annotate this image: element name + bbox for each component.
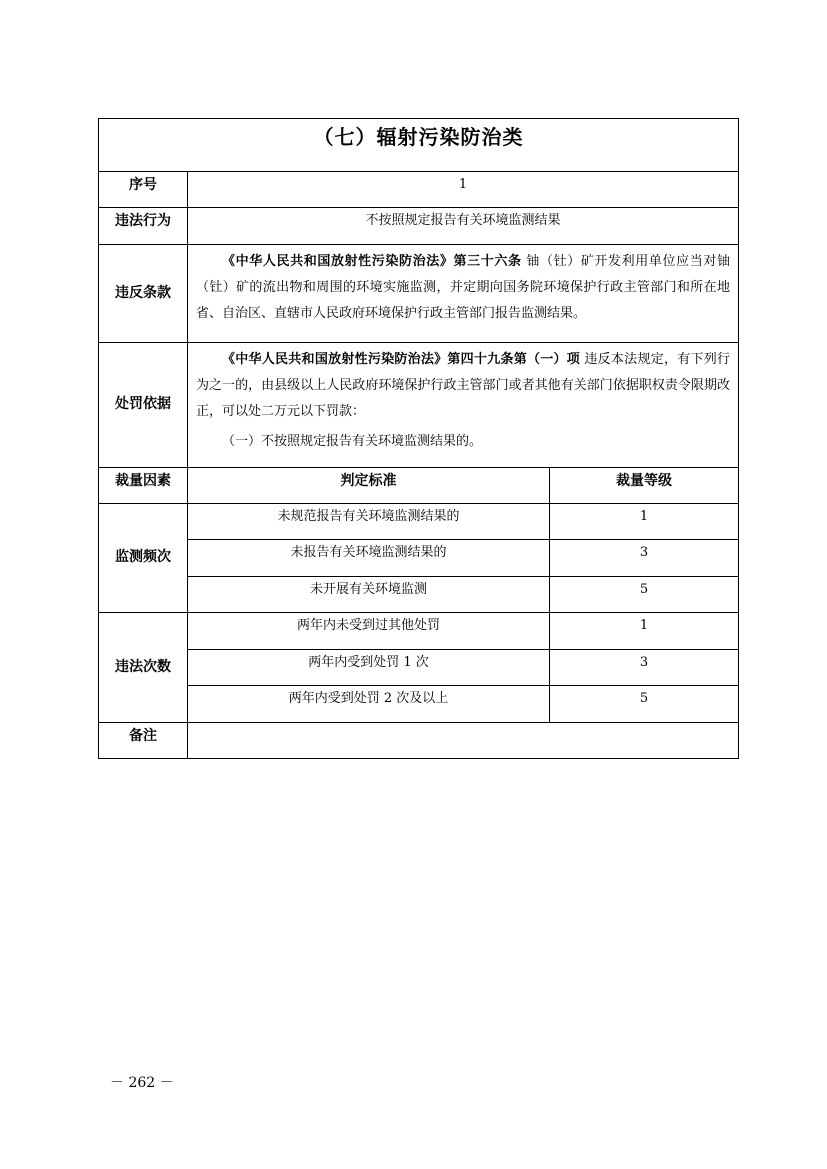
violation-behavior-value: 不按照规定报告有关环境监测结果 (188, 208, 739, 245)
level-header: 裁量等级 (550, 468, 739, 504)
penalty-discretion-table (98, 118, 739, 759)
serial-label: 序号 (99, 172, 188, 208)
table-row (99, 613, 739, 650)
penalty-basis-text (196, 347, 730, 425)
standard-cell: 两年内受到处罚 2 次及以上 (188, 686, 550, 723)
standard-cell: 未开展有关环境监测 (188, 577, 550, 613)
standard-cell: 两年内受到处罚 1 次 (188, 650, 550, 686)
violated-clause-law: 《中华人民共和国放射性污染防治法》第三十六条 (222, 254, 522, 269)
violated-clause-cell (188, 245, 739, 343)
violated-clause-label: 违反条款 (99, 245, 188, 343)
remark-value (188, 723, 739, 759)
standard-cell: 未报告有关环境监测结果的 (188, 540, 550, 577)
penalty-basis-body: 违反本法规定，有下列行为之一的，由县级以上人民政府环境保护行政主管部门或者其他有关部门依据职权责令限期改正，可以处二万元以下罚款： (196, 352, 731, 419)
table-row (99, 650, 739, 686)
violation-behavior-label: 违法行为 (99, 208, 188, 245)
level-cell: 3 (550, 650, 739, 686)
factor-name: 监测频次 (99, 504, 188, 613)
penalty-basis-law: 《中华人民共和国放射性污染防治法》第四十九条第（一）项 (222, 352, 581, 367)
level-cell: 5 (550, 686, 739, 723)
table-row (99, 577, 739, 613)
standard-header: 判定标准 (188, 468, 550, 504)
table-row (99, 686, 739, 723)
level-cell: 3 (550, 540, 739, 577)
factor-header: 裁量因素 (99, 468, 188, 504)
remark-label: 备注 (99, 723, 188, 759)
table-row (99, 504, 739, 540)
penalty-basis-cell (188, 343, 739, 468)
serial-value: 1 (188, 172, 739, 208)
table-title: （七）辐射污染防治类 (99, 119, 739, 172)
standard-cell: 未规范报告有关环境监测结果的 (188, 504, 550, 540)
standard-cell: 两年内未受到过其他处罚 (188, 613, 550, 650)
penalty-basis-label: 处罚依据 (99, 343, 188, 468)
page-number: － 262 － (110, 1075, 174, 1091)
level-cell: 5 (550, 577, 739, 613)
violated-clause-body: 铀（钍）矿开发利用单位应当对铀（钍）矿的流出物和周围的环境实施监测，并定期向国务院环境保护行政主管部门和所在地省、自治区、直辖市人民政府环境保护行政主管部门报告监测结果。 (196, 254, 731, 321)
level-cell: 1 (550, 504, 739, 540)
violated-clause-text (196, 249, 730, 327)
level-cell: 1 (550, 613, 739, 650)
penalty-basis-item: （一）不按照规定报告有关环境监测结果的。 (222, 434, 483, 449)
factor-name: 违法次数 (99, 613, 188, 723)
table-row (99, 540, 739, 577)
